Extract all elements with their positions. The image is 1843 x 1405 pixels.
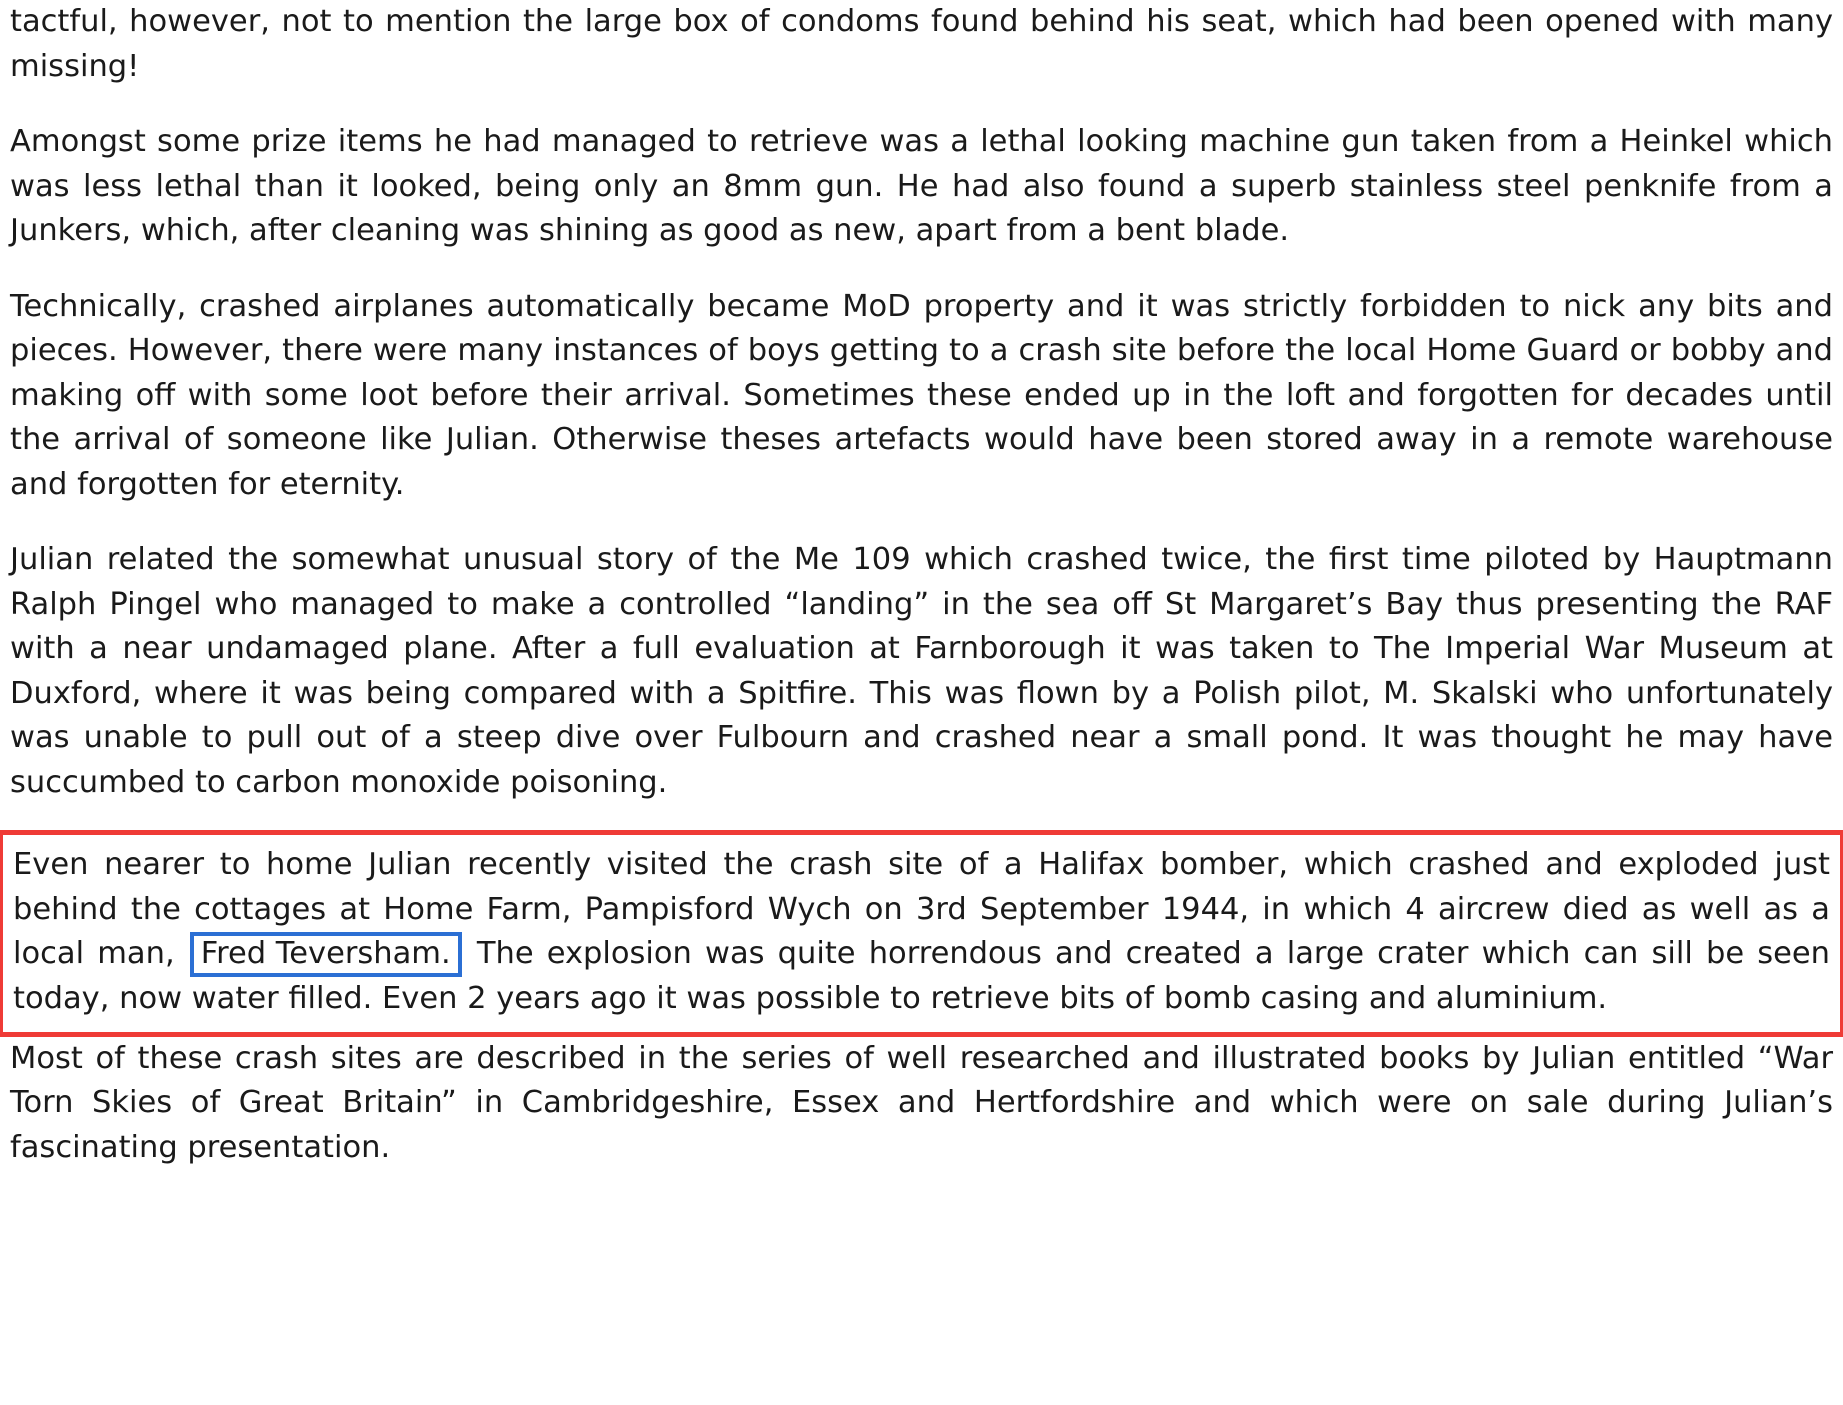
paragraph-mod-property: Technically, crashed airplanes automatically became MoD property and it was strictly forbidden to nick any bits and pieces. However, there were many instances of boys getting to a crash site before the local Home Guard or bobby and making off with some loot before their arrival. Sometimes these ended up in the loft and forgotten for decades until the arrival of someone like Julian. Otherwise theses artefacts would have been stored away in a remote warehouse and forgotten for eternity. [10,288,1833,502]
halifax-text-after: The explosion was quite horrendous and created a large crater which can sill be seen today, now water filled. Even 2 years ago it was possible to retrieve bits of bomb casing and aluminium. [13,936,1830,1016]
highlighted-paragraph-box [0,830,1843,1037]
paragraph-me109: Julian related the somewhat unusual story of the Me 109 which crashed twice, the first time piloted by Hauptmann Ralph Pingel who managed to make a controlled “landing” in the sea off St Margaret’s Bay thus presenting the RAF with a near undamaged plane. After a full evaluation at Farnborough it was taken to The Imperial War Museum at Duxford, where it was being compared with a Spitfire. This was flown by a Polish pilot, M. Skalski who unfortunately was unable to pull out of a steep dive over Fulbourn and crashed near a small pond. It was thought he may have succumbed to carbon monoxide poisoning. [10,542,1833,800]
paragraph-halifax [13,843,1830,1022]
paragraph-books: Most of these crash sites are described in the series of well researched and illustrated books by Julian entitled “War Torn Skies of Great Britain” in Cambridgeshire, Essex and Hertfordshire and which were on sale during Julian’s fascinating presentation. [10,1040,1833,1165]
highlighted-name-box: Fred Teversham. [190,932,462,977]
paragraph-condoms: tactful, however, not to mention the large box of condoms found behind his seat, which had been opened with many missing! [10,4,1833,84]
halifax-text-before: Even nearer to home Julian recently visited the crash site of a Halifax bomber, which crashed and exploded just behind the cottages at Home Farm, Pampisford Wych on 3rd September 1944, in which 4 aircrew died as well as a local man, [13,847,1830,971]
paragraph-prize-items: Amongst some prize items he had managed to retrieve was a lethal looking machine gun taken from a Heinkel which was less lethal than it looked, being only an 8mm gun. He had also found a superb stainless steel penknife from a Junkers, which, after cleaning was shining as good as new, apart from a bent blade. [10,124,1833,248]
